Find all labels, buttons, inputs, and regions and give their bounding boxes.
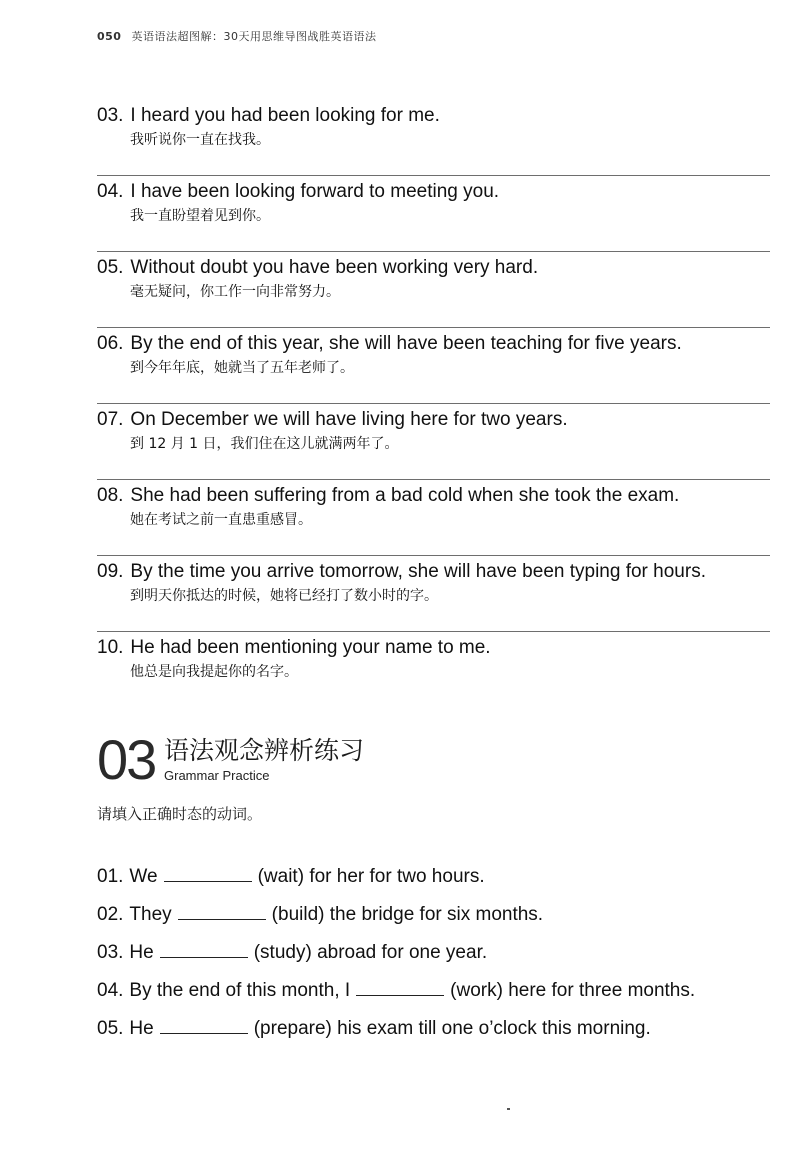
example-item (97, 176, 770, 252)
example-sentence-list (97, 100, 770, 708)
answer-blank[interactable] (178, 901, 266, 920)
example-item (97, 632, 770, 708)
example-number: 03. (97, 105, 124, 126)
exercise-prefix: He (129, 1018, 154, 1039)
exercise-list (97, 862, 767, 1052)
exercise-suffix: (wait) for her for two hours. (257, 866, 485, 887)
book-title: 英语语法超图解：30天用思维导图战胜英语语法 (131, 30, 377, 43)
exercise-item (97, 862, 767, 900)
example-number: 06. (97, 333, 124, 354)
exercise-number: 01. (97, 866, 124, 887)
example-english (97, 178, 770, 206)
exercise-item (97, 938, 767, 976)
running-header (97, 28, 376, 44)
example-chinese: 我一直盼望着见到你。 (130, 208, 270, 224)
example-english (97, 406, 770, 434)
example-item (97, 328, 770, 404)
example-sentence: I heard you had been looking for me. (130, 105, 440, 126)
example-item (97, 252, 770, 328)
scan-speck (507, 1108, 510, 1110)
example-chinese: 她在考试之前一直患重感冒。 (130, 512, 312, 528)
example-english (97, 330, 770, 358)
example-sentence: Without doubt you have been working very hard. (130, 257, 539, 278)
example-sentence: By the time you arrive tomorrow, she will have been typing for hours. (130, 561, 706, 582)
exercise-number: 02. (97, 904, 124, 925)
answer-blank[interactable] (164, 863, 252, 882)
example-number: 07. (97, 409, 124, 430)
example-chinese: 他总是向我提起你的名字。 (130, 664, 298, 680)
example-chinese: 我听说你一直在找我。 (130, 132, 270, 148)
section-number: 03 (97, 728, 156, 791)
example-english (97, 102, 770, 130)
example-item (97, 556, 770, 632)
exercise-number: 04. (97, 980, 124, 1001)
example-english (97, 558, 770, 586)
example-sentence: She had been suffering from a bad cold when she took the exam. (130, 485, 680, 506)
example-item (97, 100, 770, 176)
example-number: 05. (97, 257, 124, 278)
example-chinese: 到明天你抵达的时候，她将已经打了数小时的字。 (130, 588, 438, 604)
section-title: 语法观念辨析练习 (164, 736, 365, 765)
example-number: 09. (97, 561, 124, 582)
example-english (97, 482, 770, 510)
example-sentence: He had been mentioning your name to me. (130, 637, 491, 658)
exercise-prefix: He (129, 942, 154, 963)
exercise-instruction: 请填入正确时态的动词。 (97, 805, 263, 823)
exercise-item (97, 900, 767, 938)
exercise-suffix: (build) the bridge for six months. (271, 904, 544, 925)
exercise-prefix: They (129, 904, 172, 925)
answer-blank[interactable] (160, 939, 248, 958)
example-chinese: 毫无疑问，你工作一向非常努力。 (130, 284, 340, 300)
example-number: 04. (97, 181, 124, 202)
answer-blank[interactable] (356, 977, 444, 996)
exercise-suffix: (prepare) his exam till one o’clock this morning. (253, 1018, 651, 1039)
exercise-item (97, 976, 767, 1014)
example-english (97, 634, 770, 662)
example-chinese: 到 12 月 1 日，我们住在这儿就满两年了。 (130, 436, 399, 452)
example-sentence: On December we will have living here for two years. (130, 409, 568, 430)
exercise-suffix: (work) here for three months. (450, 980, 696, 1001)
example-item (97, 404, 770, 480)
answer-blank[interactable] (160, 1015, 248, 1034)
page-number: 050 (97, 30, 122, 43)
example-chinese: 到今年年底，她就当了五年老师了。 (130, 360, 354, 376)
exercise-number: 05. (97, 1018, 124, 1039)
exercise-suffix: (study) abroad for one year. (253, 942, 488, 963)
example-item (97, 480, 770, 556)
exercise-prefix: By the end of this month, I (129, 980, 351, 1001)
example-number: 08. (97, 485, 124, 506)
example-number: 10. (97, 637, 124, 658)
exercise-item (97, 1014, 767, 1052)
section-subtitle: Grammar Practice (164, 768, 270, 783)
exercise-number: 03. (97, 942, 124, 963)
exercise-prefix: We (129, 866, 158, 887)
example-sentence: By the end of this year, she will have been teaching for five years. (130, 333, 682, 354)
example-sentence: I have been looking forward to meeting you. (130, 181, 500, 202)
example-english (97, 254, 770, 282)
